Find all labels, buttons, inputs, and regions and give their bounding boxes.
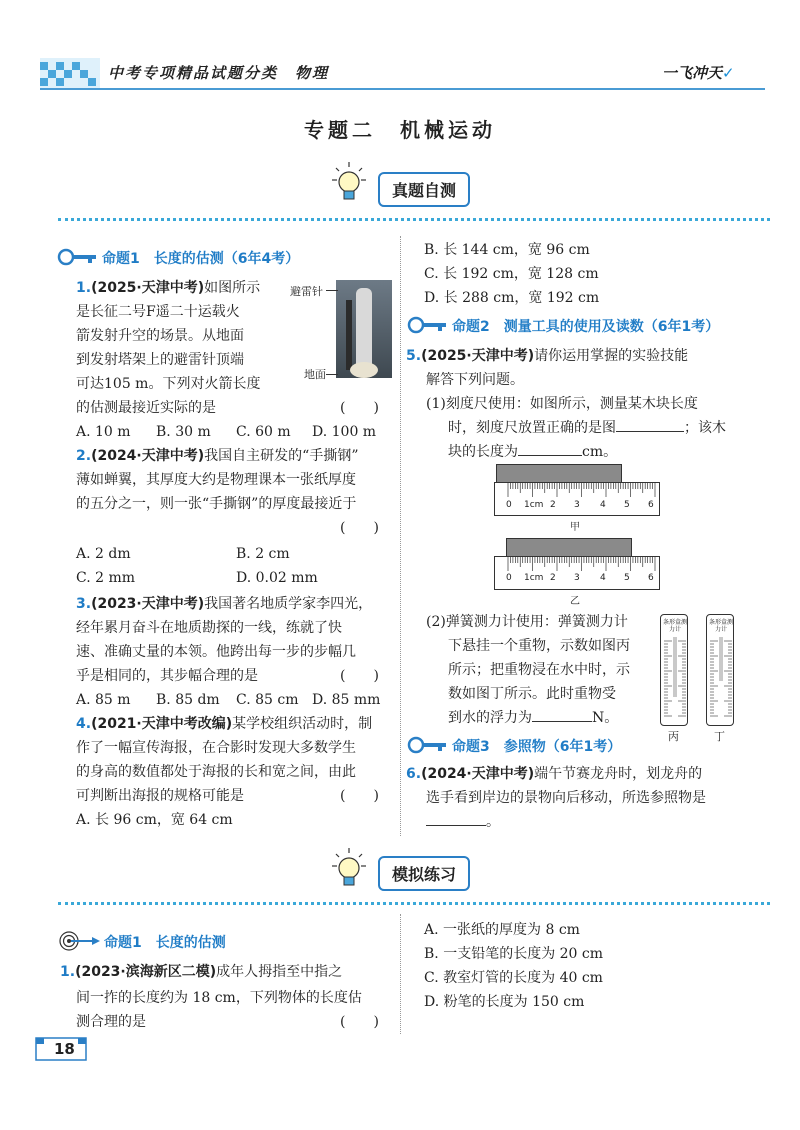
question-6-line-2: 选手看到岸边的景物向后移动，所选参照物是 bbox=[426, 790, 706, 806]
section-badge-real-exam: 真题自测 bbox=[378, 172, 470, 207]
question-5-line-1: 5.(2025·天津中考)请你运用掌握的实验技能 bbox=[406, 348, 689, 364]
figure-label-bing: 丙 bbox=[668, 730, 679, 743]
question-3-line-2: 经年累月奋斗在地质勘探的一线，练就了快 bbox=[76, 620, 342, 636]
answer-blank[interactable] bbox=[426, 812, 486, 826]
question-5-part1-line-2: 时，刻度尺放置正确的是图 ；该木 bbox=[448, 420, 726, 436]
question-1-line-3: 箭发射升空的场景。从地面 bbox=[76, 328, 244, 344]
option-d: D. 长 288 cm，宽 192 cm bbox=[424, 290, 600, 306]
option-c: C. 85 cm bbox=[236, 692, 299, 708]
question-5-part1-line-1: (1)刻度尺使用：如图所示，测量某木块长度 bbox=[426, 396, 698, 412]
option-a: A. 长 96 cm，宽 64 cm bbox=[76, 812, 233, 828]
question-5-part2-line-4: 数如图丁所示。此时重物受 bbox=[448, 686, 616, 702]
option-a: A. 10 m bbox=[76, 424, 131, 440]
question-4-line-1: 4.(2021·天津中考改编)某学校组织活动时，制 bbox=[76, 716, 373, 732]
mock-question-1-line-1: 1.(2023·滨海新区二模)成年人拇指至中指之 bbox=[60, 964, 343, 980]
option-b: B. 85 dm bbox=[156, 692, 220, 708]
header-rule bbox=[40, 88, 765, 90]
section-divider bbox=[58, 902, 770, 905]
option-c: C. 长 192 cm，宽 128 cm bbox=[424, 266, 599, 282]
mock-prop-heading-1: 命题1 长度的估测 bbox=[104, 935, 226, 951]
question-4-line-3: 的身高的数值都处于海报的长和宽之间，由此 bbox=[76, 764, 356, 780]
spring-scale-ticks bbox=[661, 637, 689, 719]
series-title: 中考专项精品试题分类 物理 bbox=[108, 64, 330, 82]
question-1-line-5: 可达105 m。下列对火箭长度 bbox=[76, 376, 261, 392]
answer-blank[interactable] bbox=[532, 708, 592, 722]
target-icon bbox=[58, 930, 102, 952]
ruler-jia bbox=[494, 482, 660, 516]
question-3-line-4: 乎是相同的，其步幅合理的是 bbox=[76, 668, 258, 684]
option-d: D. 85 mm bbox=[312, 692, 381, 708]
wood-block bbox=[506, 538, 632, 558]
option-b: B. 长 144 cm，宽 96 cm bbox=[424, 242, 590, 258]
section-divider bbox=[58, 218, 770, 221]
brand-logo: 一飞冲天✓ bbox=[662, 64, 735, 82]
option-b: B. 一支铅笔的长度为 20 cm bbox=[424, 946, 604, 962]
question-6-line-1: 6.(2024·天津中考)端午节赛龙舟时，划龙舟的 bbox=[406, 766, 703, 782]
answer-paren: ( ) bbox=[340, 1014, 379, 1030]
option-a: A. 一张纸的厚度为 8 cm bbox=[424, 922, 580, 938]
option-c: C. 60 m bbox=[236, 424, 291, 440]
fig-label-lightning-rod: 避雷针 bbox=[290, 285, 323, 298]
lightbulb-icon bbox=[330, 160, 368, 206]
prop-heading-2: 命题2 测量工具的使用及读数（6年1考） bbox=[452, 319, 720, 335]
option-b: B. 30 m bbox=[156, 424, 211, 440]
key-icon bbox=[406, 734, 450, 756]
question-2-line-2: 薄如蝉翼，其厚度大约是物理课本一张纸厚度 bbox=[76, 472, 356, 488]
question-1-line-4: 到发射塔架上的避雷针顶端 bbox=[76, 352, 244, 368]
question-1-line-2: 是长征二号F遥二十运载火 bbox=[76, 304, 240, 320]
mock-question-1-line-2: 间一拃的长度约为 18 cm，下列物体的长度估 bbox=[76, 990, 362, 1006]
leader-line bbox=[326, 374, 338, 375]
question-6-line-3: 。 bbox=[426, 810, 500, 834]
question-5-part2-line-2: 下悬挂一个重物，示数如图丙 bbox=[448, 638, 630, 654]
question-3-line-1: 3.(2023·天津中考)我国著名地质学家李四光， bbox=[76, 596, 373, 612]
option-c: C. 教室灯管的长度为 40 cm bbox=[424, 970, 603, 986]
key-icon bbox=[406, 314, 450, 336]
column-divider bbox=[400, 236, 401, 836]
option-d: D. 100 m bbox=[312, 424, 377, 440]
header-checker-pattern bbox=[40, 58, 100, 90]
answer-paren: ( ) bbox=[340, 400, 379, 416]
column-divider bbox=[400, 914, 401, 1034]
option-a: A. 85 m bbox=[76, 692, 131, 708]
figure-label-yi: 乙 bbox=[570, 596, 580, 607]
answer-blank[interactable] bbox=[616, 418, 684, 432]
option-b: B. 2 cm bbox=[236, 546, 290, 562]
answer-paren: ( ) bbox=[340, 788, 379, 804]
answer-paren: ( ) bbox=[340, 520, 379, 536]
prop-heading-1: 命题1 长度的估测（6年4考） bbox=[102, 251, 300, 267]
page-title: 专题二 机械运动 bbox=[304, 118, 496, 142]
question-4-line-4: 可判断出海报的规格可能是 bbox=[76, 788, 244, 804]
wood-block bbox=[496, 464, 622, 484]
spring-scale-ding: 条形盒测力计 bbox=[706, 614, 734, 726]
leader-line bbox=[326, 290, 338, 291]
answer-paren: ( ) bbox=[340, 668, 379, 684]
question-5-line-2: 解答下列问题。 bbox=[426, 372, 524, 388]
question-5-part1-line-3: 块的长度为 cm。 bbox=[448, 444, 618, 460]
lightbulb-icon bbox=[330, 846, 368, 892]
figure-label-jia: 甲 bbox=[570, 522, 580, 533]
answer-blank[interactable] bbox=[518, 442, 582, 456]
option-d: D. 0.02 mm bbox=[236, 570, 318, 586]
page-number: 18 bbox=[54, 1040, 75, 1058]
question-2-line-1: 2.(2024·天津中考)我国自主研发的“手撕钢” bbox=[76, 448, 359, 464]
rocket-launch-photo bbox=[336, 280, 392, 378]
figure-label-ding: 丁 bbox=[714, 730, 725, 743]
question-3-line-3: 速、准确丈量的本领。他跨出每一步的步幅几 bbox=[76, 644, 356, 660]
question-5-part2-line-3: 所示；把重物浸在水中时，示 bbox=[448, 662, 630, 678]
spring-scale-bing: 条形盒测力计 bbox=[660, 614, 688, 726]
question-5-part2-line-1: (2)弹簧测力计使用：弹簧测力计 bbox=[426, 614, 628, 630]
question-4-line-2: 作了一幅宣传海报，在合影时发现大多数学生 bbox=[76, 740, 356, 756]
key-icon bbox=[56, 246, 100, 268]
mock-question-1-line-3: 测合理的是 bbox=[76, 1014, 146, 1030]
option-c: C. 2 mm bbox=[76, 570, 136, 586]
question-1-line-1: 1.(2025·天津中考)如图所示 bbox=[76, 280, 261, 296]
question-2-line-3: 的五分之一，则一张“手撕钢”的厚度最接近于 bbox=[76, 496, 357, 512]
section-badge-mock-practice: 模拟练习 bbox=[378, 856, 470, 891]
option-d: D. 粉笔的长度为 150 cm bbox=[424, 994, 585, 1010]
fig-label-ground: 地面 bbox=[304, 368, 326, 381]
option-a: A. 2 dm bbox=[76, 546, 131, 562]
prop-heading-3: 命题3 参照物（6年1考） bbox=[452, 739, 622, 755]
question-1-line-6: 的估测最接近实际的是 bbox=[76, 400, 216, 416]
question-5-part2-line-5: 到水的浮力为 N。 bbox=[448, 710, 619, 726]
spring-scale-ticks bbox=[707, 637, 735, 719]
